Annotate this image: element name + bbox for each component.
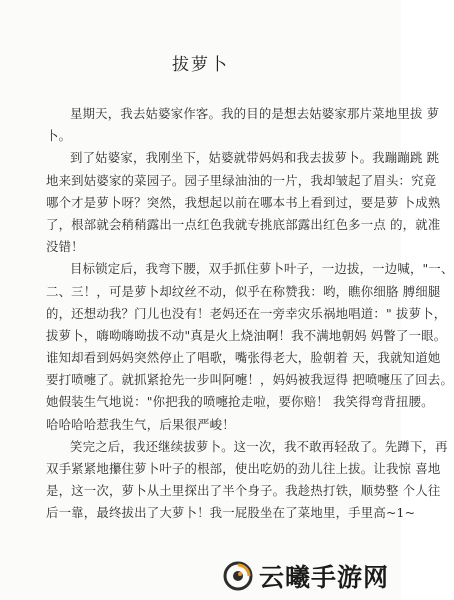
document-line: 二、三！，可是萝卜却纹丝不动，似乎在称赞我：哟，瞧你细胳 膊细腿 [46, 283, 441, 299]
document-body [46, 103, 454, 525]
document-line: 的，还想动我？门儿也没有！老妈还在一旁幸灾乐祸地唱道：" 拔萝卜， [46, 305, 447, 321]
document-line: 双手紧紧地攥住萝卜叶子的根部，使出吃奶的劲儿往上拔。让我惊 喜地 [46, 461, 441, 476]
watermark-text: 云曦手游网 [258, 563, 389, 592]
document-line: 到了姑婆家，我刚坐下，姑婆就带妈妈和我去拔萝卜。我蹦蹦跳 跳 [70, 150, 440, 166]
document-line: 了，根部就会稍稍露出一点红色我就专挑底部露出红色多一点 的，就准 [46, 216, 441, 232]
swirl-logo-icon [223, 561, 253, 591]
watermark [223, 558, 389, 594]
document-line: 她假装生气地说："你把我的喷嚏抢走啦，要你赔！ 我笑得弯背扭腰。 [46, 394, 434, 410]
document-line: 地来到姑婆家的菜园子。园子里绿油油的一片，我却皱起了眉头：究竟 [46, 172, 437, 188]
document-line: 是，这一次，萝卜从土里探出了半个身子。我趁热打铁，顺势整 个人往 [46, 483, 441, 499]
document-line: 谁知却看到妈妈突然停止了唱歌，嘴张得老大，脸朝着 天，我就知道她 [46, 350, 441, 366]
document-line: 目标锁定后，我弯下腰，双手抓住萝卜叶子，一边拔，一边喊，"一、 [70, 261, 454, 277]
document-line: 哪个才是萝卜呀？突然，我想起以前在哪本书上看到过，要是萝 卜成熟 [46, 194, 441, 210]
document-line: 哈哈哈哈惹我生气，后果很严峻！ [46, 416, 235, 432]
document-title: 拔萝卜 [172, 55, 229, 75]
document-line: 星期天，我去姑婆家作客。我的目的是想去姑婆家那片菜地里拔 萝 [70, 106, 440, 121]
document-line: 后一靠，最终拔出了大萝卜！我一屁股坐在了菜地里，手里高~1~ [46, 505, 416, 521]
document-line: 笑完之后，我还继续拔萝卜。这一次，我不敢再轻敌了。先蹲下，再 [70, 438, 448, 454]
document-line: 卜。 [46, 128, 72, 144]
document-line: 要打喷嚏了。就抓紧抢先一步叫阿嚏！，妈妈被我逗得 把喷嚏压了回去。 [46, 372, 454, 388]
document-line: 拔萝卜，嗨呦嗨呦拔不动"真是火上烧油啊！我不满地朝妈 妈瞥了一眼。 [46, 327, 447, 343]
document-line: 没错！ [46, 239, 84, 255]
